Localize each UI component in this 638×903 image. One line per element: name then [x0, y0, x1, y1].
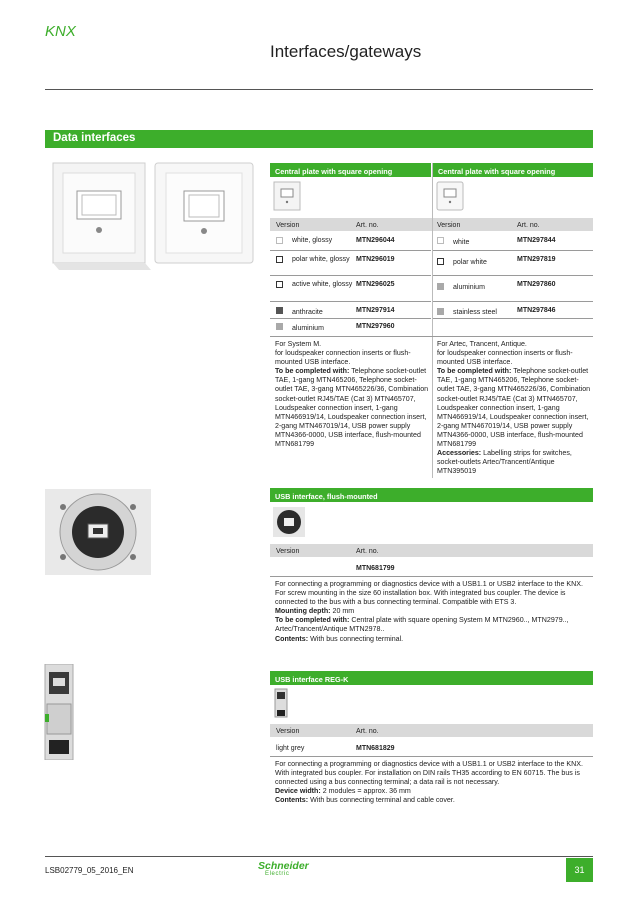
- color-swatch: [276, 307, 283, 314]
- color-swatch: [276, 256, 283, 263]
- color-swatch: [276, 281, 283, 288]
- version-label: white: [453, 239, 470, 246]
- table1-left-col-art: Art. no.: [356, 222, 379, 229]
- color-swatch: [276, 237, 283, 244]
- art-number: MTN296019: [356, 256, 395, 263]
- usb-flush-col-version: Version: [276, 548, 300, 555]
- usb-flush-column-header-bar: [270, 544, 593, 557]
- row-divider: [270, 756, 593, 757]
- usb-flush-header: USB interface, flush-mounted: [270, 488, 593, 502]
- table1-right-thumb: [435, 180, 465, 212]
- art-number: MTN297819: [517, 256, 556, 263]
- color-swatch: [437, 308, 444, 315]
- usb-reg-column-header-bar: [270, 724, 593, 737]
- usb-flush-image: [43, 487, 153, 577]
- table1-right-description: [437, 340, 592, 476]
- color-swatch: [437, 258, 444, 265]
- footer-divider: [45, 856, 593, 857]
- row-divider: [270, 576, 593, 577]
- usb-reg-description: For connecting a programming or diagnostics device with a USB1.1 or USB2 interface to the KNX. With integrated bus coupler. For installation on DIN rails TH35 according to EN 60715. The bus is connected using a bus connecting terminal; a data rail is not necessary. Device width: 2 modules = approx. 36 mm Contents: With bus connecting terminal and cable cover.: [275, 760, 583, 805]
- art-number: MTN297914: [356, 307, 395, 314]
- table1-left-description: [275, 340, 430, 449]
- schneider-logo-sub: Electric: [265, 871, 290, 877]
- version-label: active white, glossy: [292, 281, 353, 288]
- row-divider: [270, 318, 431, 319]
- table1-left-thumb: [272, 180, 302, 212]
- brand-label: KNX: [45, 23, 76, 40]
- document-code: LSB02779_05_2016_EN: [45, 866, 134, 875]
- table1-right-header: Central plate with square opening: [433, 163, 593, 177]
- version-label: white, glossy: [292, 237, 333, 244]
- usb-reg-thumb: [274, 688, 288, 718]
- row-divider: [270, 301, 431, 302]
- usb-reg-art: MTN681829: [356, 745, 395, 752]
- desc-line: For Artec, Trancent, Antique.: [437, 340, 527, 348]
- art-number: MTN297844: [517, 237, 556, 244]
- desc-accessories: Accessories: Labelling strips for switches, socket-outlets Artec/Trancent/Antique MTN395019: [437, 449, 572, 476]
- desc-line: for loudspeaker connection inserts or flush-mounted USB interface.: [437, 349, 573, 367]
- table1-desc-divider: [270, 336, 593, 337]
- usb-reg-col-version: Version: [276, 728, 300, 735]
- art-number: MTN296044: [356, 237, 395, 244]
- version-label: polar white: [453, 259, 487, 266]
- row-divider: [433, 250, 593, 251]
- table1-right-col-version: Version: [437, 222, 461, 229]
- desc-line: For System M.: [275, 340, 322, 348]
- art-number: MTN296025: [356, 281, 395, 288]
- row-divider: [270, 275, 431, 276]
- color-swatch: [276, 323, 283, 330]
- schneider-logo: Schneider: [258, 860, 309, 872]
- usb-reg-version: light grey: [276, 745, 305, 752]
- section-header: Data interfaces: [45, 130, 593, 148]
- central-plate-systemm-image: [43, 160, 151, 275]
- desc-completed: To be completed with: Telephone socket-outlet TAE, 1-gang MTN465206, Telephone socket-outlet TAE, 3-gang MTN465226/36, Combination socket-outlet RJ45/TAE (Cat 3) MTN465707, Loudspeaker connection insert, 1-gang MTN466919/14, Loudspeaker connection insert, 2-gang MTN467019/14, USB power supply MTN4366-0000, USB interface, flush-mounted MTN681799: [437, 367, 591, 449]
- version-label: anthracite: [292, 309, 323, 316]
- art-number: MTN297846: [517, 307, 556, 314]
- usb-flush-description: For connecting a programming or diagnostics device with a USB1.1 or USB2 interface to the KNX. For screw mounting in the size 60 installation box. With integrated bus coupler. The device is connected to the bus with a bus connecting terminal. Compatible with ETS 3. Mounting depth: 20 mm To be completed with: Central plate with square opening System M MTN2960.., MTN2979.., Artec/Trancent/Antique MTN2978.. Contents: With bus connecting terminal.: [275, 580, 583, 643]
- usb-reg-col-art: Art. no.: [356, 728, 379, 735]
- art-number: MTN297960: [356, 323, 395, 330]
- version-label: aluminium: [453, 284, 485, 291]
- color-swatch: [437, 237, 444, 244]
- page-number: 31: [566, 858, 593, 882]
- art-number: MTN297860: [517, 281, 556, 288]
- usb-flush-art: MTN681799: [356, 565, 395, 572]
- row-divider: [433, 318, 593, 319]
- table1-column-divider: [432, 163, 433, 478]
- row-divider: [270, 250, 431, 251]
- usb-reg-header: USB interface REG-K: [270, 671, 593, 685]
- page-title: Interfaces/gateways: [270, 42, 422, 61]
- table1-right-col-art: Art. no.: [517, 222, 540, 229]
- version-label: stainless steel: [453, 309, 497, 316]
- row-divider: [433, 275, 593, 276]
- table1-left-col-version: Version: [276, 222, 300, 229]
- header-divider: [45, 89, 593, 90]
- version-label: polar white, glossy: [292, 256, 350, 263]
- usb-reg-image: [43, 664, 75, 760]
- version-label: aluminium: [292, 325, 324, 332]
- central-plate-artec-image: [150, 155, 260, 275]
- usb-flush-col-art: Art. no.: [356, 548, 379, 555]
- color-swatch: [437, 283, 444, 290]
- desc-completed: To be completed with: Telephone socket-outlet TAE, 1-gang MTN465206, Telephone socket-outlet TAE, 3-gang MTN465226/36, Combination socket-outlet RJ45/TAE (Cat 3) MTN465707, Loudspeaker connection insert, 1-gang MTN466919/14, Loudspeaker connection insert, 2-gang MTN467019/14, USB power supply MTN4366-0000, USB interface, flush-mounted MTN681799: [275, 367, 429, 449]
- usb-flush-thumb: [272, 506, 306, 538]
- desc-line: for loudspeaker connection inserts or flush-mounted USB interface.: [275, 349, 411, 367]
- table1-left-header: Central plate with square opening: [270, 163, 431, 177]
- row-divider: [433, 301, 593, 302]
